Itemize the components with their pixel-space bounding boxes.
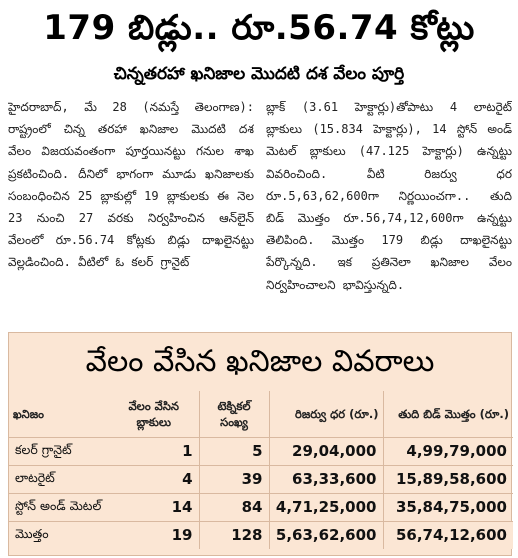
header-reserve-price: రిజర్వు ధర (రూ.) — [269, 391, 383, 437]
cell-mineral: స్టోన్ అండ్ మెటల్ — [9, 493, 109, 521]
cell-blocks-total: 19 — [109, 521, 199, 549]
cell-technical-count: 84 — [199, 493, 269, 521]
cell-final-bid: 35,84,75,000 — [383, 493, 513, 521]
minerals-table-box — [8, 332, 512, 556]
cell-reserve-price: 4,71,25,000 — [269, 493, 383, 521]
table-row — [9, 437, 513, 465]
cell-final-bid: 4,99,79,000 — [383, 437, 513, 465]
header-blocks: వేలం వేసిన బ్లాకులు — [128, 398, 179, 429]
table-title: వేలం వేసిన ఖనిజాల వివరాలు — [85, 344, 435, 379]
cell-reserve-price: 63,33,600 — [269, 465, 383, 493]
cell-technical-count: 5 — [199, 437, 269, 465]
table-row — [9, 493, 513, 521]
article-column-left — [8, 96, 254, 328]
article-body — [8, 96, 512, 328]
cell-technical-count: 39 — [199, 465, 269, 493]
table-row — [9, 465, 513, 493]
header-mineral: ఖనిజం — [13, 406, 44, 421]
cell-reserve-price-total: 5,63,62,600 — [269, 521, 383, 549]
table-total-row — [9, 521, 513, 549]
headline: 179 బిడ్లు.. రూ.56.74 కోట్లు — [43, 8, 475, 48]
cell-blocks: 14 — [109, 493, 199, 521]
cell-reserve-price: 29,04,000 — [269, 437, 383, 465]
cell-technical-count-total: 128 — [199, 521, 269, 549]
article-paragraph-right: బ్లాక్ (3.61 హెక్టార్లు)తోపాటు 4 లాటరైట్ బ్లాకులు (15.834 హెక్టార్లు), 14 స్టోన్ అండ్ మెటల్ బ్లాకులు (47.125 హెక్టార్లు) ఉన్నట్టు వివరించింది. వీటి రిజర్వు ధర రూ.5,63,62,600గా నిర్ణయించగా.. తుది బిడ్ మొత్తం రూ.56,74,12,600గా ఉన్నట్టు తెలిపింది. మొత్తం 179 బిడ్లు దాఖలైనట్టు పేర్కొన్నది. ఇక ప్రతినెలా ఖనిజాల వేలం నిర్వహించాలని భావిస్తున్నది. — [266, 100, 512, 292]
table-header-row — [9, 391, 513, 437]
header-final-bid: తుది బిడ్ మొత్తం (రూ.) — [383, 391, 513, 437]
minerals-table — [9, 391, 513, 549]
cell-final-bid: 15,89,58,600 — [383, 465, 513, 493]
article-column-right — [266, 96, 512, 328]
cell-final-bid-total: 56,74,12,600 — [383, 521, 513, 549]
cell-mineral-total: మొత్తం — [9, 521, 109, 549]
cell-mineral: కలర్ గ్రానైట్ — [9, 437, 109, 465]
cell-mineral: లాటరైట్ — [9, 465, 109, 493]
cell-blocks: 4 — [109, 465, 199, 493]
article-paragraph-left: హైదరాబాద్, మే 28 (నమస్తే తెలంగాణ): రాష్ట్రంలో చిన్న తరహా ఖనిజాల మొదటి దశ వేలం విజయవంతంగా పూర్తయినట్టు గనుల శాఖ ప్రకటించింది. దీనిలో భాగంగా మూడు ఖనిజాలకు సంబంధించిన 25 బ్లాకుల్లో 19 బ్లాకులకు ఈ నెల 23 నుంచి 27 వరకు నిర్వహించిన ఆన్‌లైన్ వేలంలో రూ.56.74 కోట్లకు బిడ్లు దాఖలైనట్టు వెల్లడించింది. వీటిలో ఓ కలర్ గ్రానైట్ — [8, 100, 254, 270]
header-technical-count: టెక్నికల్ సంఖ్య — [199, 391, 269, 437]
subheadline: చిన్నతరహా ఖనిజాల మొదటి దశ వేలం పూర్తి — [113, 64, 405, 84]
cell-blocks: 1 — [109, 437, 199, 465]
